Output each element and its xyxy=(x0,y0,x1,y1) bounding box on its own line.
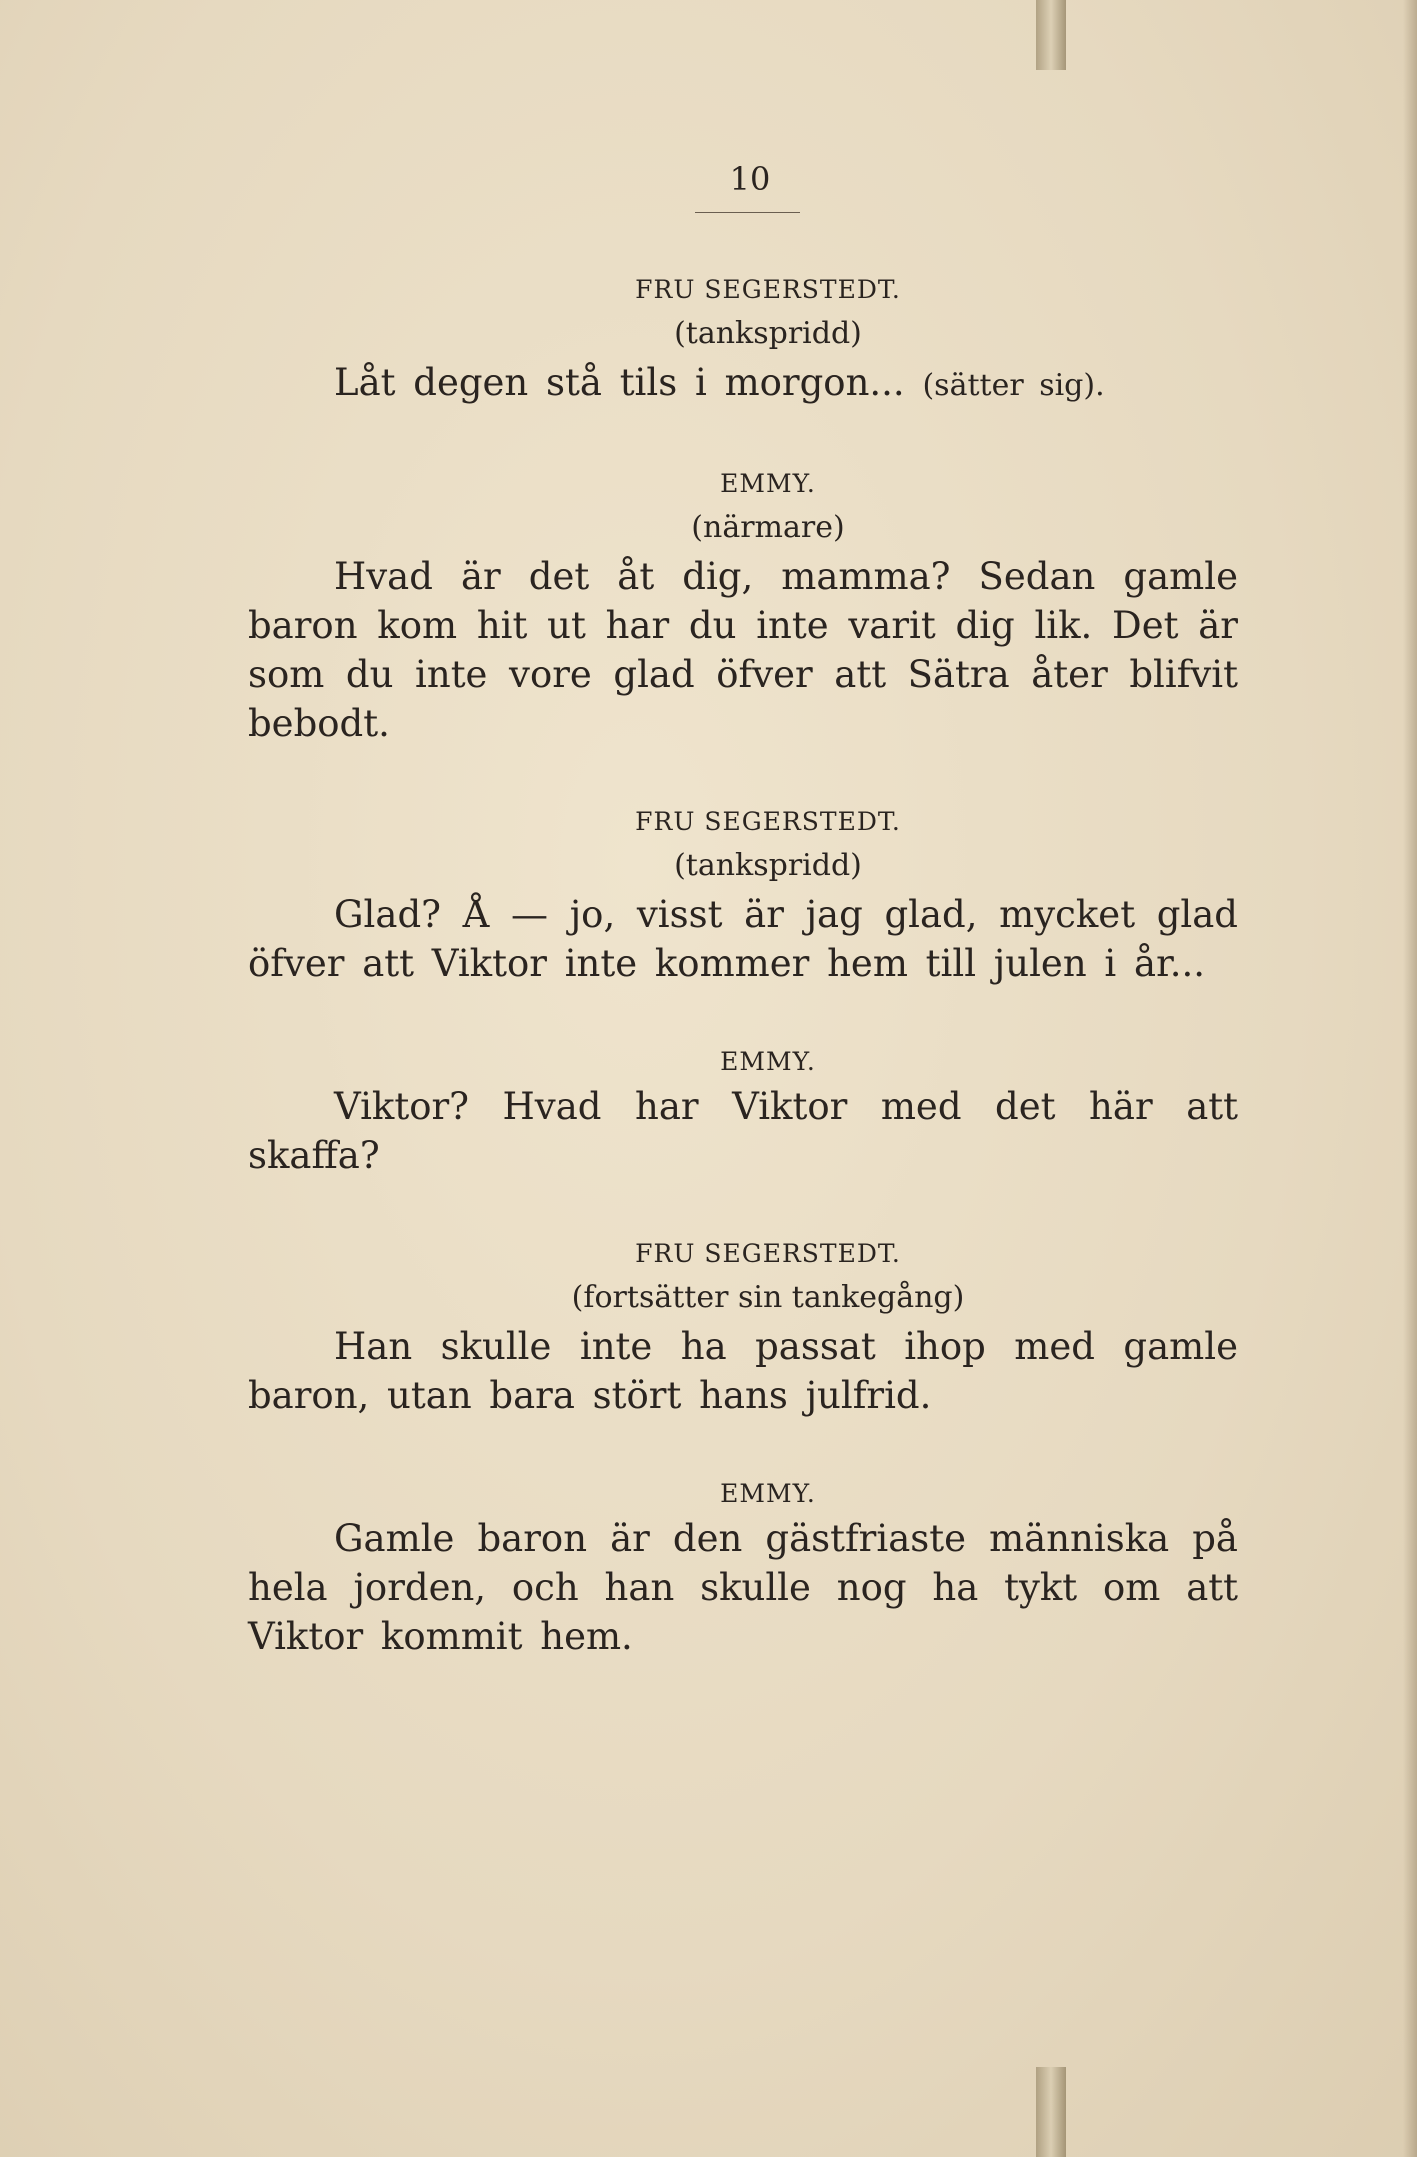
speech-text xyxy=(248,358,1238,410)
dialogue-block xyxy=(248,1234,1238,1420)
speech-text: Han skulle inte ha passat ihop med gamle baron, utan bara stört hans julfrid. xyxy=(248,1325,1238,1417)
header-rule xyxy=(695,212,800,213)
page-edge-shadow xyxy=(1403,0,1417,2157)
dialogue-block xyxy=(248,464,1238,748)
speaker-name: FRU SEGERSTEDT. xyxy=(635,275,901,304)
dialogue-block xyxy=(248,802,1238,988)
inline-stage-direction: (sätter sig). xyxy=(922,368,1105,403)
dialogue-block xyxy=(248,1042,1238,1180)
speaker-name: EMMY. xyxy=(720,1479,816,1508)
dialogue-block xyxy=(248,270,1238,410)
speech-text: Glad? Å — jo, visst är jag glad, mycket glad öfver att Viktor inte kommer hem till julen i år... xyxy=(248,893,1238,985)
speaker-name: EMMY. xyxy=(720,469,816,498)
play-text xyxy=(248,270,1238,1715)
binding-thread-top xyxy=(1036,0,1066,70)
speech-text: Hvad är det åt dig, mamma? Sedan gamle baron kom hit ut har du inte varit dig lik. Det är som du inte vore glad öfver att Sätra åter blifvit bebodt. xyxy=(248,555,1238,745)
binding-thread-bottom xyxy=(1036,2067,1066,2157)
stage-direction: (tankspridd) xyxy=(674,848,862,883)
stage-direction: (tankspridd) xyxy=(674,316,862,351)
speech-text: Gamle baron är den gästfriaste människa på hela jorden, och han skulle nog ha tykt om att Viktor kommit hem. xyxy=(248,1517,1238,1658)
speaker-name: FRU SEGERSTEDT. xyxy=(635,807,901,836)
stage-direction: (närmare) xyxy=(691,510,845,545)
speaker-name: FRU SEGERSTEDT. xyxy=(635,1239,901,1268)
stage-direction: (fortsätter sin tankegång) xyxy=(571,1280,965,1315)
page-number: 10 xyxy=(729,160,771,198)
speaker-name: EMMY. xyxy=(720,1047,816,1076)
speech-text: Viktor? Hvad har Viktor med det här att skaffa? xyxy=(248,1085,1238,1177)
speech-line: Låt degen stå tils i morgon... xyxy=(334,361,905,404)
dialogue-block xyxy=(248,1474,1238,1661)
